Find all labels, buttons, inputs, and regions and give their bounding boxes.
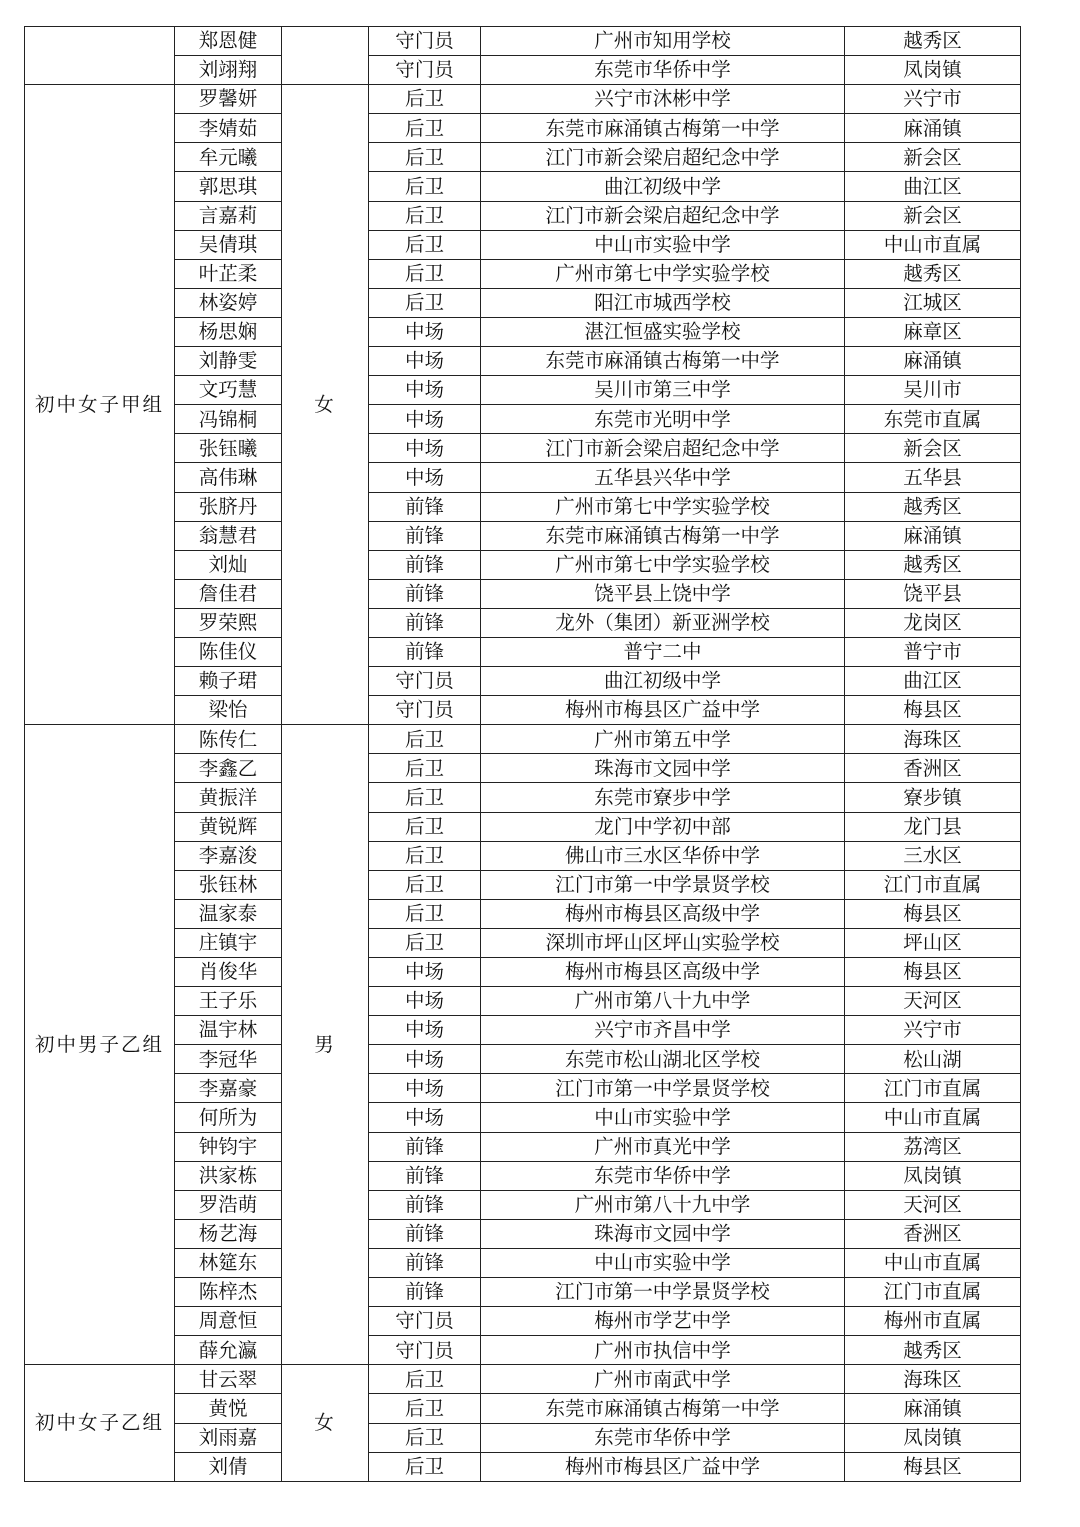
position-cell: 中场 (369, 1045, 481, 1074)
area-cell: 龙门县 (845, 812, 1021, 841)
school-cell: 中山市实验中学 (481, 1248, 845, 1277)
position-cell: 后卫 (369, 1365, 481, 1394)
table-row (25, 550, 1021, 579)
table-row (25, 434, 1021, 463)
table-row (25, 1132, 1021, 1161)
school-cell: 龙门中学初中部 (481, 812, 845, 841)
area-cell: 三水区 (845, 841, 1021, 870)
position-cell: 中场 (369, 405, 481, 434)
group-name-cell (25, 27, 175, 85)
area-cell: 中山市直属 (845, 1103, 1021, 1132)
player-name-cell: 李鑫乙 (175, 754, 282, 783)
position-cell: 中场 (369, 1074, 481, 1103)
position-cell: 后卫 (369, 230, 481, 259)
position-cell: 守门员 (369, 1307, 481, 1336)
player-name-cell: 刘倩 (175, 1452, 282, 1481)
position-cell: 后卫 (369, 1452, 481, 1481)
area-cell: 越秀区 (845, 550, 1021, 579)
school-cell: 东莞市麻涌镇古梅第一中学 (481, 521, 845, 550)
school-cell: 梅州市梅县区广益中学 (481, 1452, 845, 1481)
position-cell: 后卫 (369, 1394, 481, 1423)
school-cell: 东莞市光明中学 (481, 405, 845, 434)
position-cell: 后卫 (369, 1423, 481, 1452)
area-cell: 麻涌镇 (845, 1394, 1021, 1423)
player-name-cell: 冯锦桐 (175, 405, 282, 434)
player-name-cell: 刘灿 (175, 550, 282, 579)
table-row (25, 85, 1021, 114)
area-cell: 海珠区 (845, 1365, 1021, 1394)
school-cell: 普宁二中 (481, 637, 845, 666)
player-name-cell: 李婧茹 (175, 114, 282, 143)
table-row (25, 1219, 1021, 1248)
table-row (25, 841, 1021, 870)
player-name-cell: 梁怡 (175, 696, 282, 725)
area-cell: 吴川市 (845, 376, 1021, 405)
gender-cell (282, 27, 369, 85)
position-cell: 后卫 (369, 288, 481, 317)
school-cell: 广州市第八十九中学 (481, 987, 845, 1016)
area-cell: 天河区 (845, 987, 1021, 1016)
player-name-cell: 牟元曦 (175, 143, 282, 172)
area-cell: 兴宁市 (845, 1016, 1021, 1045)
table-row (25, 608, 1021, 637)
position-cell: 中场 (369, 1103, 481, 1132)
player-name-cell: 吴倩琪 (175, 230, 282, 259)
table-row (25, 27, 1021, 56)
table-row (25, 405, 1021, 434)
area-cell: 东莞市直属 (845, 405, 1021, 434)
area-cell: 梅县区 (845, 1452, 1021, 1481)
table-row (25, 1016, 1021, 1045)
table-row (25, 259, 1021, 288)
area-cell: 海珠区 (845, 725, 1021, 754)
table-row (25, 463, 1021, 492)
player-name-cell: 郑恩健 (175, 27, 282, 56)
area-cell: 江门市直属 (845, 1278, 1021, 1307)
gender-cell: 女 (282, 85, 369, 725)
table-row (25, 1336, 1021, 1365)
position-cell: 前锋 (369, 1248, 481, 1277)
table-row (25, 1307, 1021, 1336)
player-name-cell: 詹佳君 (175, 579, 282, 608)
area-cell: 江门市直属 (845, 870, 1021, 899)
school-cell: 兴宁市沐彬中学 (481, 85, 845, 114)
area-cell: 松山湖 (845, 1045, 1021, 1074)
school-cell: 梅州市学艺中学 (481, 1307, 845, 1336)
player-name-cell: 薛允瀛 (175, 1336, 282, 1365)
player-name-cell: 刘翊翔 (175, 56, 282, 85)
position-cell: 前锋 (369, 1161, 481, 1190)
school-cell: 东莞市麻涌镇古梅第一中学 (481, 347, 845, 376)
school-cell: 深圳市坪山区坪山实验学校 (481, 928, 845, 957)
player-name-cell: 郭思琪 (175, 172, 282, 201)
player-name-cell: 陈佳仪 (175, 637, 282, 666)
school-cell: 江门市新会梁启超纪念中学 (481, 143, 845, 172)
gender-cell: 女 (282, 1365, 369, 1481)
player-name-cell: 陈梓杰 (175, 1278, 282, 1307)
school-cell: 东莞市松山湖北区学校 (481, 1045, 845, 1074)
position-cell: 前锋 (369, 608, 481, 637)
position-cell: 后卫 (369, 899, 481, 928)
player-name-cell: 高伟琳 (175, 463, 282, 492)
player-name-cell: 林姿婷 (175, 288, 282, 317)
player-name-cell: 洪家栋 (175, 1161, 282, 1190)
table-row (25, 725, 1021, 754)
area-cell: 曲江区 (845, 172, 1021, 201)
table-row (25, 754, 1021, 783)
school-cell: 佛山市三水区华侨中学 (481, 841, 845, 870)
area-cell: 香洲区 (845, 1219, 1021, 1248)
player-name-cell: 李嘉浚 (175, 841, 282, 870)
area-cell: 普宁市 (845, 637, 1021, 666)
position-cell: 前锋 (369, 1278, 481, 1307)
school-cell: 广州市第五中学 (481, 725, 845, 754)
position-cell: 后卫 (369, 85, 481, 114)
player-name-cell: 黄锐辉 (175, 812, 282, 841)
school-cell: 梅州市梅县区高级中学 (481, 958, 845, 987)
group-name-cell: 初中女子乙组 (25, 1365, 175, 1481)
player-name-cell: 张脐丹 (175, 492, 282, 521)
group-name-cell: 初中女子甲组 (25, 85, 175, 725)
table-row (25, 1365, 1021, 1394)
area-cell: 江城区 (845, 288, 1021, 317)
area-cell: 凤岗镇 (845, 56, 1021, 85)
player-name-cell: 李冠华 (175, 1045, 282, 1074)
table-row (25, 521, 1021, 550)
player-name-cell: 叶芷柔 (175, 259, 282, 288)
position-cell: 前锋 (369, 1190, 481, 1219)
position-cell: 中场 (369, 463, 481, 492)
area-cell: 凤岗镇 (845, 1423, 1021, 1452)
player-name-cell: 杨艺海 (175, 1219, 282, 1248)
table-row (25, 376, 1021, 405)
table-row (25, 870, 1021, 899)
player-name-cell: 言嘉莉 (175, 201, 282, 230)
school-cell: 江门市新会梁启超纪念中学 (481, 434, 845, 463)
area-cell: 麻涌镇 (845, 521, 1021, 550)
player-name-cell: 钟钧宇 (175, 1132, 282, 1161)
area-cell: 寮步镇 (845, 783, 1021, 812)
roster-table (24, 26, 1021, 1482)
player-name-cell: 赖子珺 (175, 667, 282, 696)
school-cell: 吴川市第三中学 (481, 376, 845, 405)
roster-body (25, 27, 1021, 1482)
player-name-cell: 黄振洋 (175, 783, 282, 812)
table-row (25, 899, 1021, 928)
position-cell: 后卫 (369, 754, 481, 783)
area-cell: 新会区 (845, 143, 1021, 172)
school-cell: 江门市第一中学景贤学校 (481, 870, 845, 899)
player-name-cell: 刘静雯 (175, 347, 282, 376)
table-row (25, 637, 1021, 666)
area-cell: 越秀区 (845, 492, 1021, 521)
player-name-cell: 张钰林 (175, 870, 282, 899)
position-cell: 后卫 (369, 783, 481, 812)
table-row (25, 1074, 1021, 1103)
player-name-cell: 罗馨妍 (175, 85, 282, 114)
school-cell: 江门市第一中学景贤学校 (481, 1278, 845, 1307)
school-cell: 龙外（集团）新亚洲学校 (481, 608, 845, 637)
school-cell: 广州市第七中学实验学校 (481, 550, 845, 579)
table-row (25, 1103, 1021, 1132)
table-row (25, 696, 1021, 725)
gender-cell: 男 (282, 725, 369, 1365)
table-row (25, 579, 1021, 608)
position-cell: 守门员 (369, 56, 481, 85)
area-cell: 五华县 (845, 463, 1021, 492)
position-cell: 后卫 (369, 841, 481, 870)
area-cell: 凤岗镇 (845, 1161, 1021, 1190)
area-cell: 中山市直属 (845, 1248, 1021, 1277)
position-cell: 后卫 (369, 259, 481, 288)
area-cell: 新会区 (845, 201, 1021, 230)
school-cell: 兴宁市齐昌中学 (481, 1016, 845, 1045)
table-row (25, 1278, 1021, 1307)
school-cell: 广州市执信中学 (481, 1336, 845, 1365)
school-cell: 江门市第一中学景贤学校 (481, 1074, 845, 1103)
area-cell: 天河区 (845, 1190, 1021, 1219)
school-cell: 中山市实验中学 (481, 1103, 845, 1132)
school-cell: 广州市第八十九中学 (481, 1190, 845, 1219)
position-cell: 前锋 (369, 521, 481, 550)
table-row (25, 1423, 1021, 1452)
table-row (25, 230, 1021, 259)
area-cell: 越秀区 (845, 259, 1021, 288)
school-cell: 饶平县上饶中学 (481, 579, 845, 608)
area-cell: 麻章区 (845, 317, 1021, 346)
table-row (25, 928, 1021, 957)
position-cell: 中场 (369, 434, 481, 463)
table-row (25, 1161, 1021, 1190)
table-row (25, 1190, 1021, 1219)
table-row (25, 317, 1021, 346)
area-cell: 梅县区 (845, 696, 1021, 725)
player-name-cell: 杨思娴 (175, 317, 282, 346)
player-name-cell: 李嘉豪 (175, 1074, 282, 1103)
table-row (25, 958, 1021, 987)
school-cell: 东莞市麻涌镇古梅第一中学 (481, 1394, 845, 1423)
position-cell: 守门员 (369, 1336, 481, 1365)
position-cell: 前锋 (369, 492, 481, 521)
player-name-cell: 罗浩萌 (175, 1190, 282, 1219)
area-cell: 越秀区 (845, 27, 1021, 56)
school-cell: 五华县兴华中学 (481, 463, 845, 492)
position-cell: 后卫 (369, 143, 481, 172)
school-cell: 东莞市华侨中学 (481, 1161, 845, 1190)
position-cell: 中场 (369, 317, 481, 346)
area-cell: 江门市直属 (845, 1074, 1021, 1103)
table-row (25, 114, 1021, 143)
player-name-cell: 温家泰 (175, 899, 282, 928)
school-cell: 广州市知用学校 (481, 27, 845, 56)
school-cell: 东莞市麻涌镇古梅第一中学 (481, 114, 845, 143)
position-cell: 中场 (369, 1016, 481, 1045)
position-cell: 后卫 (369, 812, 481, 841)
area-cell: 中山市直属 (845, 230, 1021, 259)
position-cell: 前锋 (369, 637, 481, 666)
area-cell: 曲江区 (845, 667, 1021, 696)
school-cell: 梅州市梅县区高级中学 (481, 899, 845, 928)
area-cell: 新会区 (845, 434, 1021, 463)
school-cell: 广州市真光中学 (481, 1132, 845, 1161)
school-cell: 阳江市城西学校 (481, 288, 845, 317)
table-row (25, 201, 1021, 230)
area-cell: 梅县区 (845, 899, 1021, 928)
table-row (25, 492, 1021, 521)
school-cell: 东莞市华侨中学 (481, 56, 845, 85)
position-cell: 后卫 (369, 172, 481, 201)
position-cell: 后卫 (369, 928, 481, 957)
table-row (25, 783, 1021, 812)
player-name-cell: 张钰曦 (175, 434, 282, 463)
school-cell: 东莞市寮步中学 (481, 783, 845, 812)
position-cell: 中场 (369, 958, 481, 987)
position-cell: 中场 (369, 376, 481, 405)
position-cell: 后卫 (369, 870, 481, 899)
position-cell: 守门员 (369, 27, 481, 56)
school-cell: 湛江恒盛实验学校 (481, 317, 845, 346)
position-cell: 前锋 (369, 1132, 481, 1161)
area-cell: 越秀区 (845, 1336, 1021, 1365)
area-cell: 荔湾区 (845, 1132, 1021, 1161)
position-cell: 后卫 (369, 725, 481, 754)
player-name-cell: 肖俊华 (175, 958, 282, 987)
player-name-cell: 甘云翠 (175, 1365, 282, 1394)
position-cell: 中场 (369, 347, 481, 376)
position-cell: 后卫 (369, 201, 481, 230)
position-cell: 前锋 (369, 579, 481, 608)
position-cell: 守门员 (369, 667, 481, 696)
area-cell: 兴宁市 (845, 85, 1021, 114)
player-name-cell: 何所为 (175, 1103, 282, 1132)
position-cell: 前锋 (369, 550, 481, 579)
area-cell: 麻涌镇 (845, 114, 1021, 143)
player-name-cell: 庄镇宇 (175, 928, 282, 957)
school-cell: 广州市第七中学实验学校 (481, 259, 845, 288)
table-row (25, 172, 1021, 201)
school-cell: 广州市南武中学 (481, 1365, 845, 1394)
player-name-cell: 文巧慧 (175, 376, 282, 405)
area-cell: 饶平县 (845, 579, 1021, 608)
table-row (25, 1248, 1021, 1277)
table-row (25, 1452, 1021, 1481)
school-cell: 东莞市华侨中学 (481, 1423, 845, 1452)
group-name-cell: 初中男子乙组 (25, 725, 175, 1365)
table-row (25, 1394, 1021, 1423)
table-row (25, 812, 1021, 841)
position-cell: 守门员 (369, 696, 481, 725)
area-cell: 龙岗区 (845, 608, 1021, 637)
area-cell: 香洲区 (845, 754, 1021, 783)
table-row (25, 347, 1021, 376)
player-name-cell: 王子乐 (175, 987, 282, 1016)
school-cell: 江门市新会梁启超纪念中学 (481, 201, 845, 230)
school-cell: 珠海市文园中学 (481, 1219, 845, 1248)
school-cell: 广州市第七中学实验学校 (481, 492, 845, 521)
player-name-cell: 周意恒 (175, 1307, 282, 1336)
player-name-cell: 罗荣熙 (175, 608, 282, 637)
player-name-cell: 刘雨嘉 (175, 1423, 282, 1452)
table-row (25, 987, 1021, 1016)
player-name-cell: 陈传仁 (175, 725, 282, 754)
player-name-cell: 黄悦 (175, 1394, 282, 1423)
area-cell: 梅州市直属 (845, 1307, 1021, 1336)
school-cell: 珠海市文园中学 (481, 754, 845, 783)
table-row (25, 667, 1021, 696)
school-cell: 曲江初级中学 (481, 667, 845, 696)
position-cell: 前锋 (369, 1219, 481, 1248)
area-cell: 梅县区 (845, 958, 1021, 987)
table-row (25, 56, 1021, 85)
area-cell: 麻涌镇 (845, 347, 1021, 376)
player-name-cell: 翁慧君 (175, 521, 282, 550)
table-row (25, 143, 1021, 172)
table-row (25, 1045, 1021, 1074)
school-cell: 曲江初级中学 (481, 172, 845, 201)
area-cell: 坪山区 (845, 928, 1021, 957)
school-cell: 梅州市梅县区广益中学 (481, 696, 845, 725)
player-name-cell: 温宇林 (175, 1016, 282, 1045)
position-cell: 中场 (369, 987, 481, 1016)
player-name-cell: 林筵东 (175, 1248, 282, 1277)
position-cell: 后卫 (369, 114, 481, 143)
school-cell: 中山市实验中学 (481, 230, 845, 259)
table-row (25, 288, 1021, 317)
